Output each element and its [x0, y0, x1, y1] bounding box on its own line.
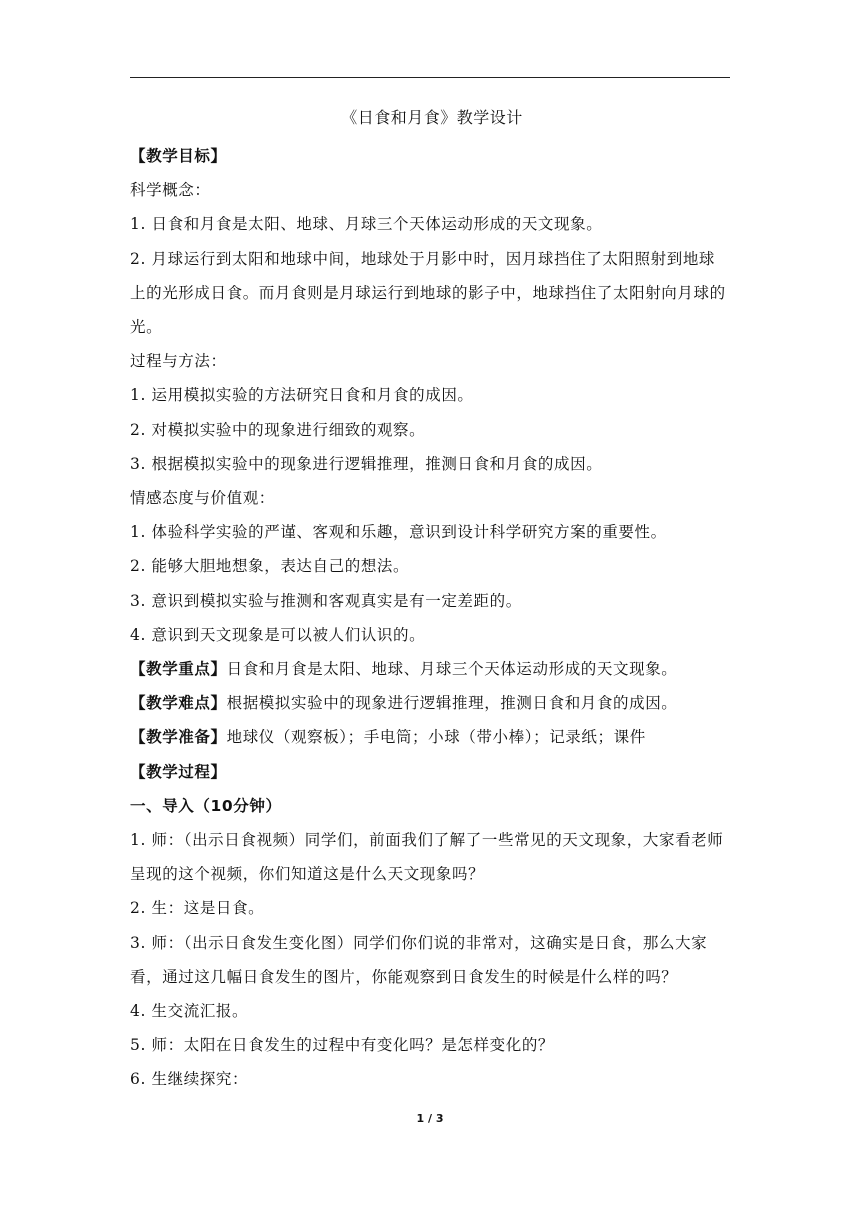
concept-heading: 科学概念： — [130, 181, 211, 200]
attitude-item-1: 1. 体验科学实验的严谨、客观和乐趣，意识到设计科学研究方案的重要性。 — [130, 523, 667, 542]
attitude-heading: 情感态度与价值观： — [130, 489, 275, 508]
intro-heading: 一、导入（10分钟） — [130, 796, 282, 815]
process-heading: 过程与方法： — [130, 352, 227, 371]
difficulty-point — [130, 686, 734, 720]
key-point-label: 【教学重点】 — [130, 660, 227, 679]
step-3: 3. 师：（出示日食发生变化图）同学们你们说的非常对，这确实是日食，那么大家看，通过这几幅日食发生的图片，你能观察到日食发生的时候是什么样的吗？ — [130, 933, 708, 986]
step-2: 2. 生：这是日食。 — [130, 899, 265, 918]
difficulty-label: 【教学难点】 — [130, 694, 227, 713]
difficulty-text: 根据模拟实验中的现象进行逻辑推理，推测日食和月食的成因。 — [226, 694, 678, 713]
page-number: 1 / 3 — [416, 1112, 444, 1125]
step-4: 4. 生交流汇报。 — [130, 1002, 249, 1021]
concept-item-1: 1. 日食和月食是太阳、地球、月球三个天体运动形成的天文现象。 — [130, 215, 603, 234]
process-item-3: 3. 根据模拟实验中的现象进行逻辑推理，推测日食和月食的成因。 — [130, 454, 603, 473]
document-body — [130, 108, 734, 1097]
concept-item-2: 2. 月球运行到太阳和地球中间，地球处于月影中时，因月球挡住了太阳照射到地球上的光形成日食。而月食则是月球运行到地球的影子中，地球挡住了太阳射向月球的光。 — [130, 249, 726, 337]
process-item-2: 2. 对模拟实验中的现象进行细致的观察。 — [130, 420, 426, 439]
attitude-item-4: 4. 意识到天文现象是可以被人们认识的。 — [130, 625, 426, 644]
key-point — [130, 652, 734, 686]
step-1: 1. 师：（出示日食视频）同学们，前面我们了解了一些常见的天文现象，大家看老师呈现的这个视频，你们知道这是什么天文现象吗？ — [130, 831, 724, 884]
attitude-item-3: 3. 意识到模拟实验与推测和客观真实是有一定差距的。 — [130, 591, 522, 610]
process-item-1: 1. 运用模拟实验的方法研究日食和月食的成因。 — [130, 386, 474, 405]
preparation — [130, 720, 734, 754]
attitude-item-2: 2. 能够大胆地想象，表达自己的想法。 — [130, 557, 410, 576]
document-title: 《日食和月食》教学设计 — [341, 108, 523, 127]
step-6: 6. 生继续探究： — [130, 1070, 249, 1089]
step-5: 5. 师：太阳在日食发生的过程中有变化吗？是怎样变化的？ — [130, 1036, 555, 1055]
process-section-heading: 【教学过程】 — [130, 762, 227, 781]
preparation-label: 【教学准备】 — [130, 728, 227, 747]
objectives-heading: 【教学目标】 — [130, 147, 227, 165]
key-point-text: 日食和月食是太阳、地球、月球三个天体运动形成的天文现象。 — [226, 660, 678, 679]
preparation-text: 地球仪（观察板）；手电筒；小球（带小棒）；记录纸；课件 — [226, 728, 646, 747]
header-rule — [130, 77, 730, 78]
